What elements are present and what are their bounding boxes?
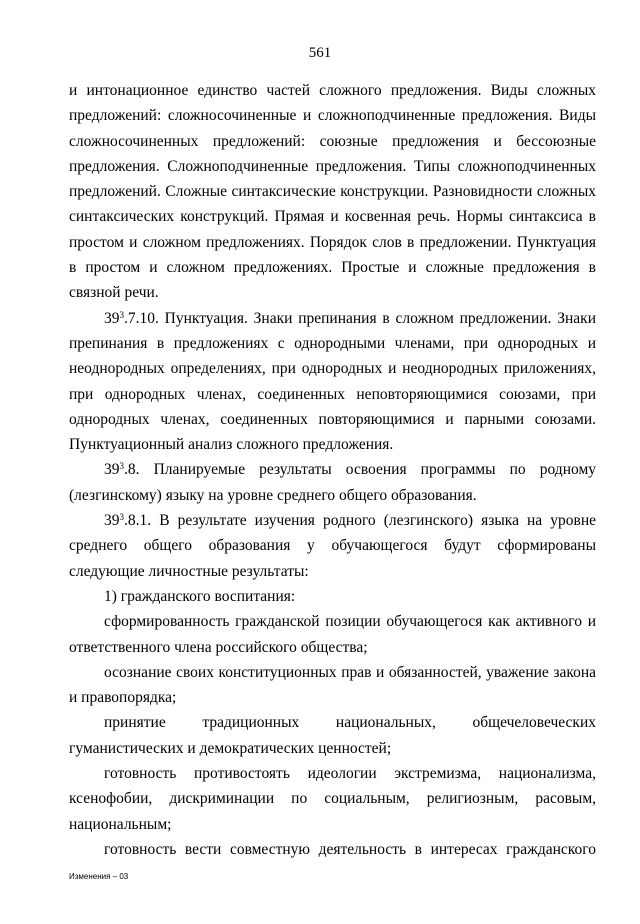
list-item: готовность вести совместную деятельность в интересах гражданского bbox=[104, 840, 596, 858]
list-item: готовность противостоять идеологии экстремизма, национализма, ксенофобии, дискриминации по социальным, религиозным, расовым, национальным; bbox=[69, 765, 596, 833]
section-number: $39^3.7.10$. bbox=[104, 309, 159, 327]
list-item: сформированность гражданской позиции обучающегося как активного и ответственного члена российского общества; bbox=[69, 613, 596, 656]
paragraph-planned-results bbox=[69, 457, 596, 508]
list-item: принятие традиционных национальных, общечеловеческих гуманистических и демократических ценностей; bbox=[69, 714, 596, 757]
paragraph-text: Пунктуация. Знаки препинания в сложном предложении. Знаки препинания в предложениях с однородными членами, при однородных и неоднородных определениях, при однородных и неоднородных приложениях, при однородных членах, соединенных неповторяющимися союзами, при однородных членах, соединенных повторяющимися и парными союзами. Пунктуационный анализ сложного предложения. bbox=[69, 309, 596, 454]
page-number: 561 bbox=[308, 45, 332, 61]
section-number: $39^3.8$. bbox=[104, 461, 140, 479]
footer-revision-note: Изменения – 03 bbox=[69, 872, 129, 881]
document-body bbox=[69, 78, 596, 862]
paragraph-syntax-topics bbox=[69, 78, 596, 306]
paragraph-text: В результате изучения родного (лезгинского) языка на уровне среднего общего образования у обучающегося будут сформированы следующие личностные результаты: bbox=[69, 512, 596, 580]
list-heading-civic-education: 1) гражданского воспитания: bbox=[104, 587, 296, 605]
paragraph-personal-results bbox=[69, 508, 596, 584]
paragraph-text: и интонационное единство частей сложного предложения. Виды сложных предложений: сложносочиненные и сложноподчиненные предложения. Виды сложносочиненных предложений: союзные предложения и бессоюзные предложения. Сложноподчиненные предложения. Типы сложноподчиненных предложений. Сложные синтаксические конструкции. Разновидности сложных синтаксических конструкций. Прямая и косвенная речь. Нормы синтаксиса в простом и сложном предложениях. Порядок слов в предложении. Пунктуация в простом и сложном предложениях. Простые и сложные предложения в связной речи. bbox=[69, 82, 596, 302]
list-item: осознание своих конституционных прав и обязанностей, уважение закона и правопорядка; bbox=[69, 663, 596, 707]
paragraph-text: Планируемые результаты освоения программы по родному (лезгинскому) языку на уровне среднего общего образования. bbox=[69, 461, 596, 504]
paragraph-punctuation bbox=[69, 306, 596, 458]
section-number: $39^3.8.1$. bbox=[104, 512, 152, 530]
